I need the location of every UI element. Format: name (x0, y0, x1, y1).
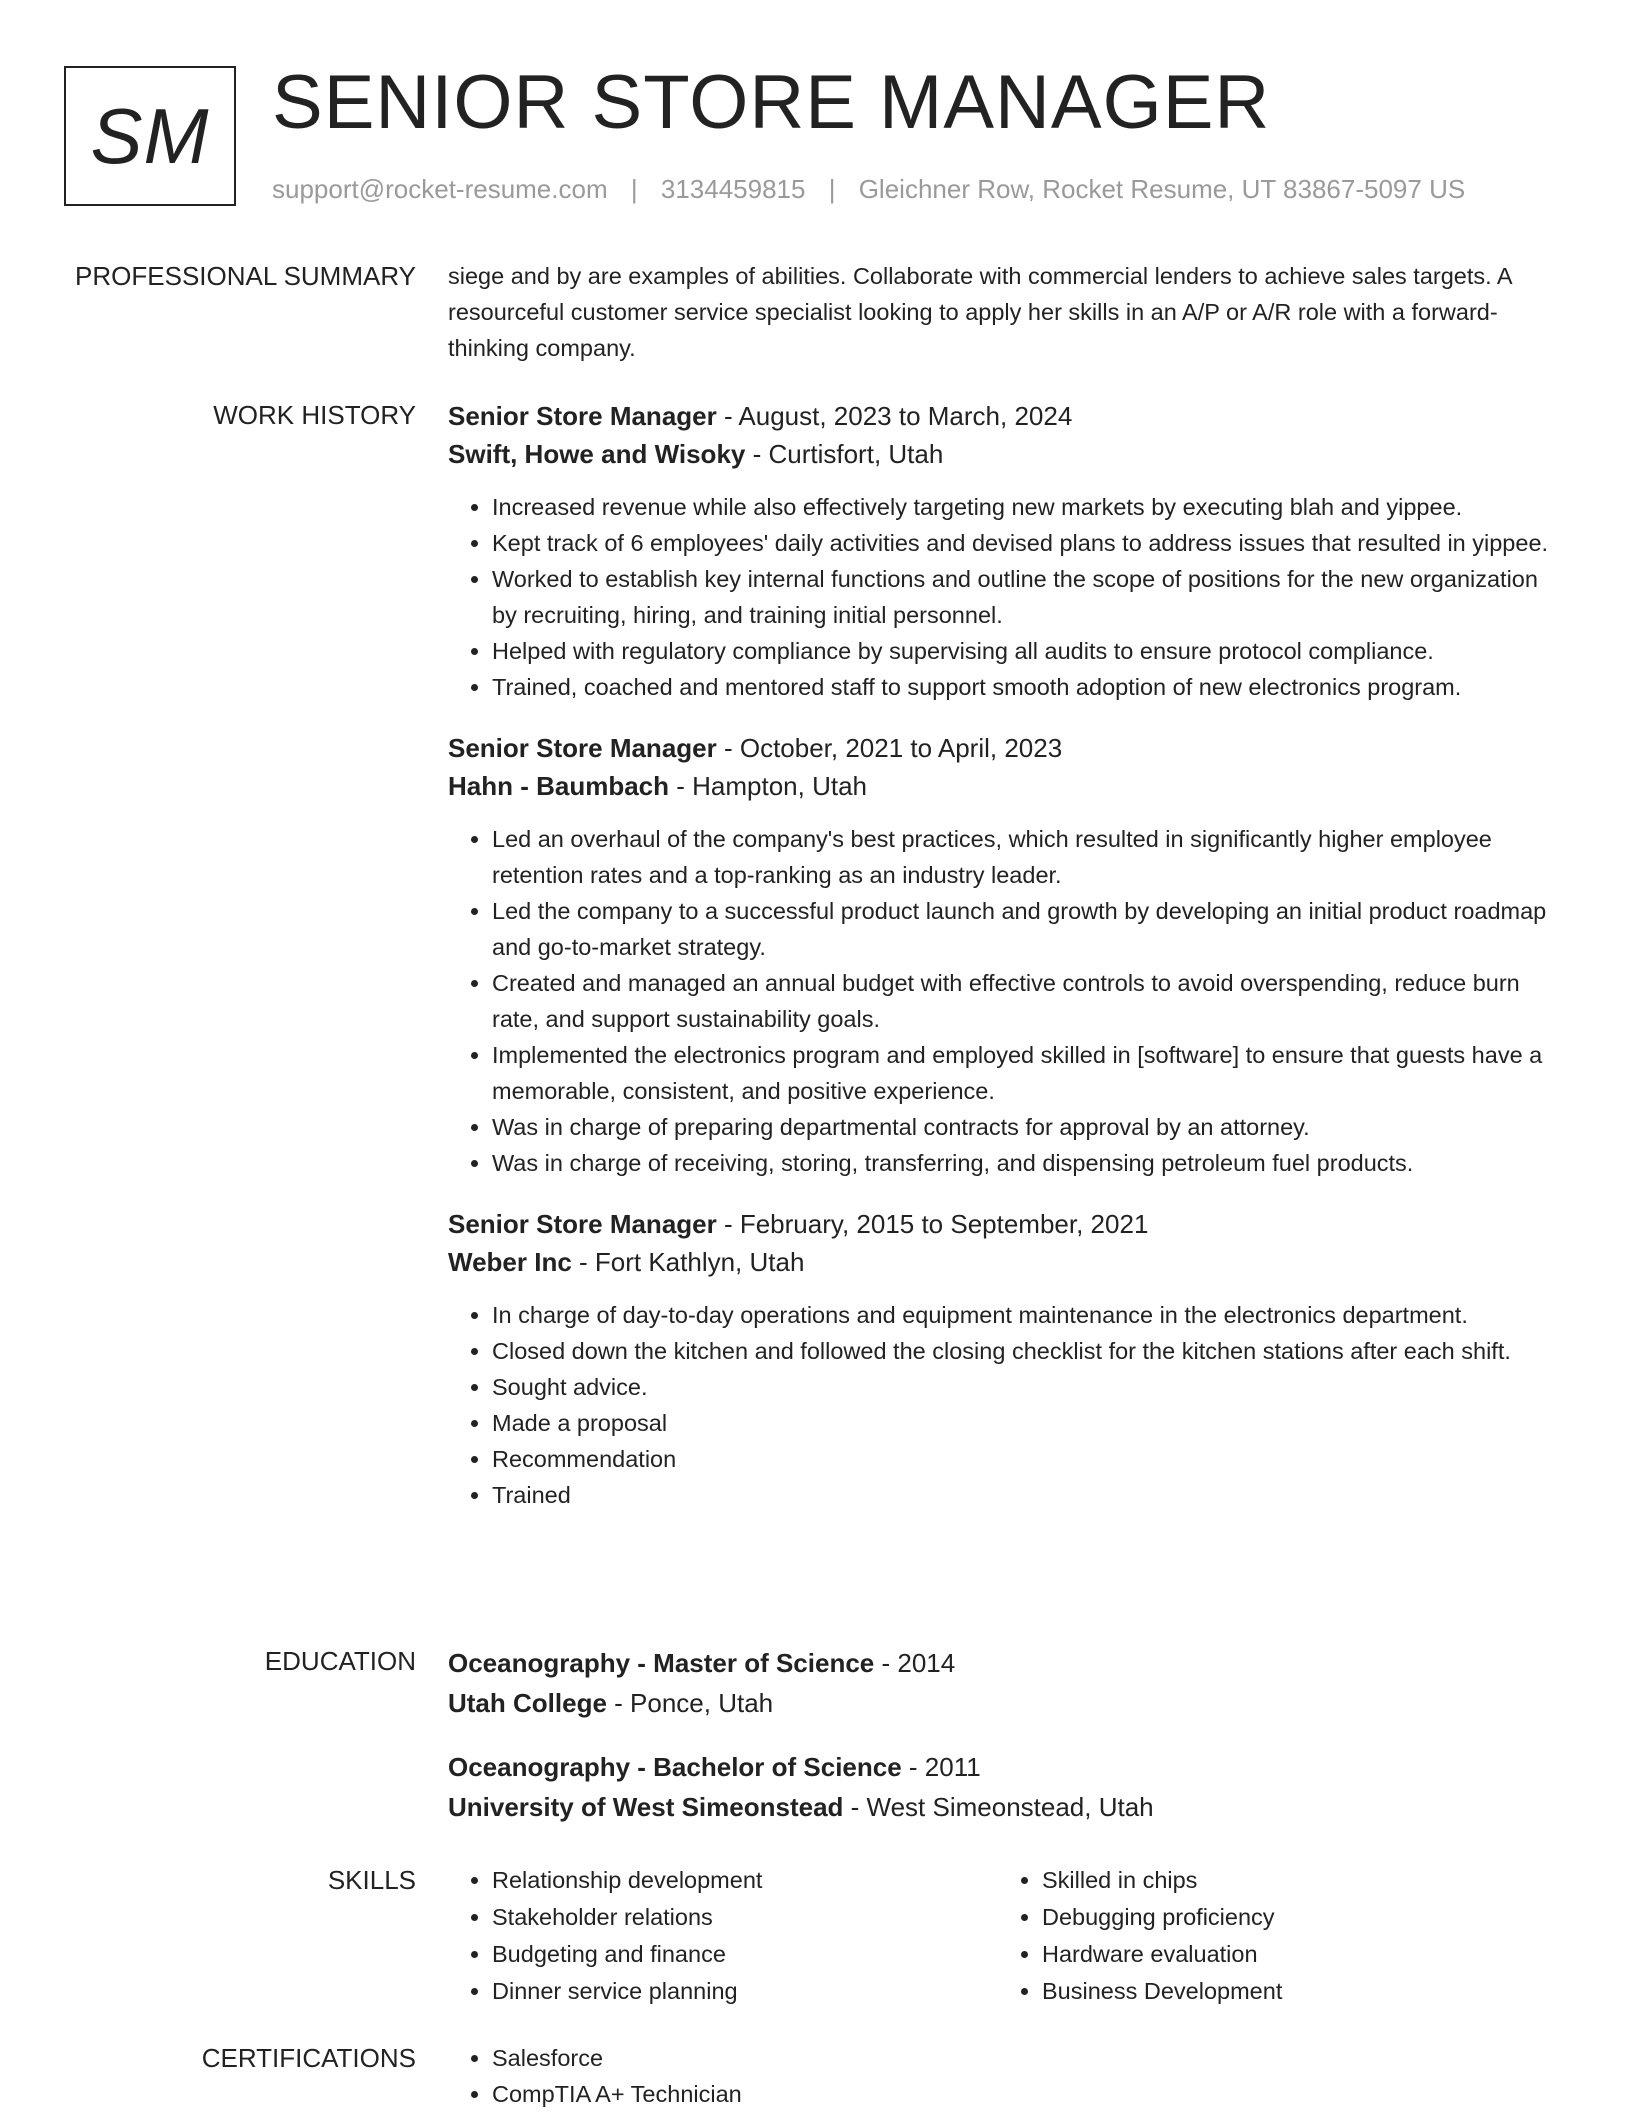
contact-email[interactable]: support@rocket-resume.com (272, 174, 608, 204)
monogram-box: SM (64, 66, 236, 206)
job-location: - Fort Kathlyn, Utah (571, 1247, 805, 1277)
job-bullet: • Helped with regulatory compliance by supervising all audits to ensure protocol compliance. (492, 633, 1558, 669)
section-label: EDUCATION (264, 1646, 416, 1676)
education-location: - West Simeonstead, Utah (843, 1792, 1154, 1822)
certifications-list (448, 2040, 1558, 2112)
job-bullet: • In charge of day-to-day operations and equipment maintenance in the electronics department. (492, 1297, 1558, 1333)
education-school: University of West Simeonstead (448, 1792, 844, 1822)
education-list (448, 1643, 1558, 1851)
job-entry (448, 729, 1558, 1181)
education-year: - 2011 (901, 1752, 981, 1782)
education-school: Utah College (448, 1688, 607, 1718)
skill-item: • Relationship development (492, 1862, 998, 1899)
contact-separator: | (630, 174, 638, 204)
work-history-list (448, 397, 1558, 1537)
contact-separator: | (828, 174, 836, 204)
job-company: Weber Inc (448, 1247, 572, 1277)
education-degree-line (448, 1747, 1558, 1787)
certification-item: • CompTIA A+ Technician (492, 2076, 1558, 2112)
job-bullet: • Trained (492, 1477, 1558, 1513)
education-entry (448, 1747, 1558, 1827)
job-bullet: • Closed down the kitchen and followed the closing checklist for the kitchen stations after each shift. (492, 1333, 1558, 1369)
job-bullet: • Made a proposal (492, 1405, 1558, 1441)
job-bullet: • Worked to establish key internal functions and outline the scope of positions for the new organization by recruiting, hiring, and training initial personnel. (492, 561, 1558, 633)
job-bullets (448, 1297, 1558, 1513)
job-bullet: • Implemented the electronics program and employed skilled in [software] to ensure that guests have a memorable, consistent, and positive experience. (492, 1037, 1558, 1109)
education-location: - Ponce, Utah (606, 1688, 774, 1718)
education-degree: Oceanography - Bachelor of Science (448, 1752, 902, 1782)
skill-item: • Dinner service planning (492, 1973, 998, 2010)
contact-line (272, 174, 1465, 205)
job-entry (448, 1205, 1558, 1513)
section-label: PROFESSIONAL SUMMARY (75, 261, 416, 291)
skill-item: • Stakeholder relations (492, 1899, 998, 1936)
skill-item: • Skilled in chips (1042, 1862, 1548, 1899)
job-entry (448, 397, 1558, 705)
education-degree: Oceanography - Master of Science (448, 1648, 875, 1678)
job-role: Senior Store Manager (448, 1209, 717, 1239)
skill-item: • Budgeting and finance (492, 1936, 998, 1973)
job-role: Senior Store Manager (448, 401, 717, 431)
job-bullet: • Was in charge of preparing departmental contracts for approval by an attorney. (492, 1109, 1558, 1145)
skills-columns (448, 1862, 1558, 2010)
job-location: - Hampton, Utah (669, 771, 868, 801)
job-title-line (448, 729, 1558, 767)
contact-phone[interactable]: 3134459815 (660, 174, 806, 204)
skills-list-right (998, 1862, 1548, 2010)
job-bullet: • Kept track of 6 employees' daily activities and devised plans to address issues that resulted in yippee. (492, 525, 1558, 561)
job-bullet: • Increased revenue while also effectively targeting new markets by executing blah and yippee. (492, 489, 1558, 525)
job-bullet: • Trained, coached and mentored staff to support smooth adoption of new electronics program. (492, 669, 1558, 705)
education-year: - 2014 (874, 1648, 956, 1678)
job-company-line (448, 1243, 1558, 1281)
job-company-line (448, 767, 1558, 805)
job-dates: - October, 2021 to April, 2023 (716, 733, 1063, 763)
education-degree-line (448, 1643, 1558, 1683)
job-company-line (448, 435, 1558, 473)
job-bullet: • Was in charge of receiving, storing, transferring, and dispensing petroleum fuel products. (492, 1145, 1558, 1181)
job-bullet: • Led the company to a successful product launch and growth by developing an initial product roadmap and go-to-market strategy. (492, 893, 1558, 965)
job-title-line (448, 397, 1558, 435)
section-label: SKILLS (327, 1865, 416, 1895)
education-school-line (448, 1683, 1558, 1723)
resume-title: SENIOR STORE MANAGER (272, 60, 1271, 145)
summary-text: siege and by are examples of abilities. Collaborate with commercial lenders to achieve sales targets. A resourceful customer service specialist looking to apply her skills in an A/P or A/R role with a forward-thinking company. (448, 263, 1512, 361)
skill-item: • Hardware evaluation (1042, 1936, 1548, 1973)
contact-address: Gleichner Row, Rocket Resume, UT 83867-5097 US (858, 174, 1466, 204)
certification-item: • Salesforce (492, 2040, 1558, 2076)
job-bullet: • Recommendation (492, 1441, 1558, 1477)
job-bullets (448, 821, 1558, 1181)
job-location: - Curtisfort, Utah (745, 439, 944, 469)
job-bullet: • Created and managed an annual budget with effective controls to avoid overspending, reduce burn rate, and support sustainability goals. (492, 965, 1558, 1037)
job-dates: - February, 2015 to September, 2021 (716, 1209, 1149, 1239)
job-role: Senior Store Manager (448, 733, 717, 763)
job-bullet: • Sought advice. (492, 1369, 1558, 1405)
education-school-line (448, 1787, 1558, 1827)
job-title-line (448, 1205, 1558, 1243)
job-dates: - August, 2023 to March, 2024 (716, 401, 1073, 431)
job-bullets (448, 489, 1558, 705)
skill-item: • Debugging proficiency (1042, 1899, 1548, 1936)
section-label: CERTIFICATIONS (201, 2043, 416, 2073)
skill-item: • Business Development (1042, 1973, 1548, 2010)
section-label: WORK HISTORY (213, 400, 416, 430)
skills-list-left (448, 1862, 998, 2010)
job-company: Hahn - Baumbach (448, 771, 670, 801)
education-entry (448, 1643, 1558, 1723)
job-bullet: • Led an overhaul of the company's best practices, which resulted in significantly higher employee retention rates and a top-ranking as an industry leader. (492, 821, 1558, 893)
job-company: Swift, Howe and Wisoky (448, 439, 746, 469)
